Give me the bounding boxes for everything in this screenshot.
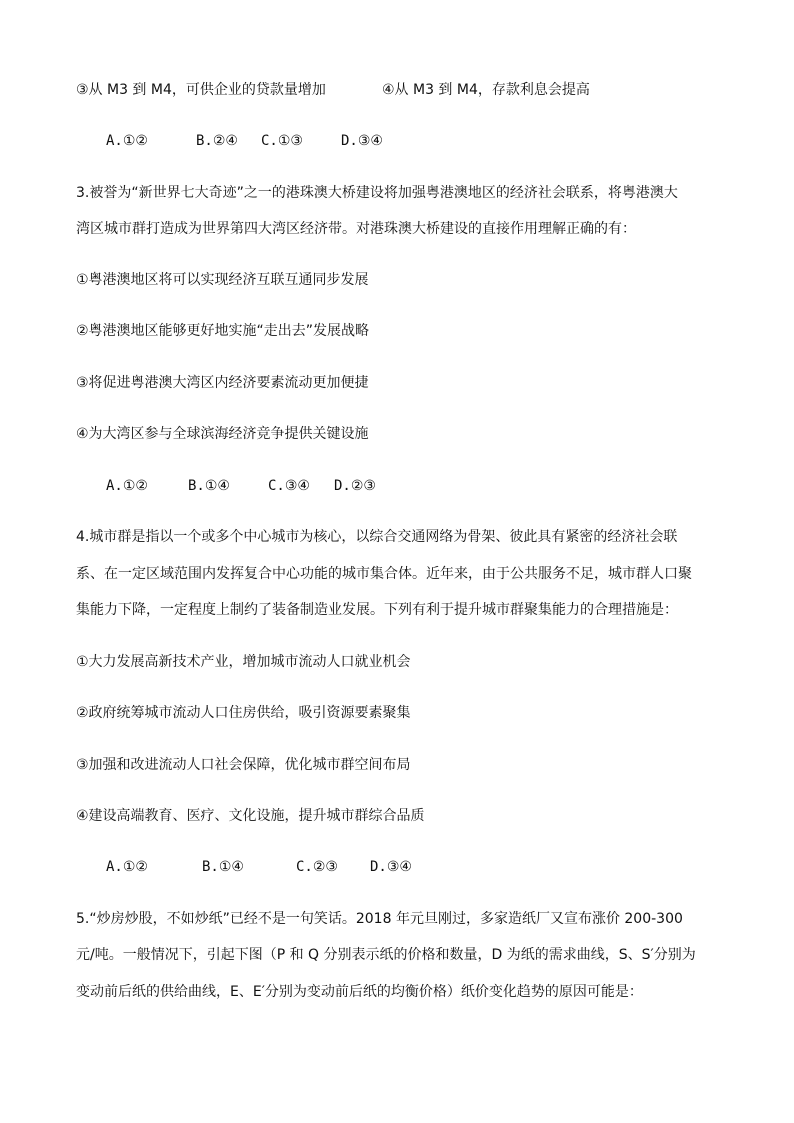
q2-option-d[interactable]: D.③④ [341, 133, 383, 149]
q4-item-3: ③加强和改进流动人口社会保障，优化城市群空间布局 [76, 757, 411, 773]
q4-item-4: ④建设高端教育、医疗、文化设施，提升城市群综合品质 [76, 808, 425, 824]
q3-item-1: ①粤港澳地区将可以实现经济互联互通同步发展 [76, 272, 369, 288]
q3-option-a[interactable]: A.①② [106, 478, 148, 494]
q3-option-d[interactable]: D.②③ [334, 478, 376, 494]
q5-stem-line-3: 变动前后纸的供给曲线，E、E′分别为变动前后纸的均衡价格）纸价变化趋势的原因可能是： [76, 984, 643, 1000]
q3-stem-line-2: 湾区城市群打造成为世界第四大湾区经济带。对港珠澳大桥建设的直接作用理解正确的有： [76, 221, 636, 237]
q4-item-2: ②政府统筹城市流动人口住房供给，吸引资源要素聚集 [76, 705, 411, 721]
q3-item-4: ④为大湾区参与全球滨海经济竞争提供关键设施 [76, 426, 369, 442]
q3-item-2: ②粤港澳地区能够更好地实施“走出去”发展战略 [76, 323, 370, 339]
q4-item-1: ①大力发展高新技术产业，增加城市流动人口就业机会 [76, 654, 411, 670]
q3-stem-line-1: 3.被誉为“新世界七大奇迹”之一的港珠澳大桥建设将加强粤港澳地区的经济社会联系，将粤港澳大 [76, 185, 678, 201]
q4-option-d[interactable]: D.③④ [370, 859, 412, 875]
q4-option-b[interactable]: B.①④ [202, 859, 244, 875]
q3-item-3: ③将促进粤港澳大湾区内经济要素流动更加便捷 [76, 375, 369, 391]
q5-stem-line-1: 5.“炒房炒股，不如炒纸”已经不是一句笑话。2018 年元旦刚过，多家造纸厂又宣布涨价 200-300 [76, 911, 683, 927]
q4-option-a[interactable]: A.①② [106, 859, 148, 875]
q5-stem-line-2: 元/吨。一般情况下，引起下图（P 和 Q 分别表示纸的价格和数量，D 为纸的需求曲线，S、S′分别为 [76, 947, 696, 963]
q2-option-b[interactable]: B.②④ [196, 133, 238, 149]
q2-option-a[interactable]: A.①② [106, 133, 148, 149]
q4-option-c[interactable]: C.②③ [296, 859, 338, 875]
q2-option-c[interactable]: C.①③ [261, 133, 303, 149]
q2-item-4: ④从 M3 到 M4，存款利息会提高 [382, 82, 590, 98]
q3-option-b[interactable]: B.①④ [188, 478, 230, 494]
q4-stem-line-2: 系、在一定区域范围内发挥复合中心功能的城市集合体。近年来，由于公共服务不足，城市群人口聚 [76, 566, 692, 582]
q4-stem-line-3: 集能力下降，一定程度上制约了装备制造业发展。下列有利于提升城市群聚集能力的合理措施是： [76, 602, 678, 618]
q2-item-3: ③从 M3 到 M4，可供企业的贷款量增加 [76, 82, 326, 98]
q4-stem-line-1: 4.城市群是指以一个或多个中心城市为核心，以综合交通网络为骨架、彼此具有紧密的经济社会联 [76, 529, 678, 545]
q3-option-c[interactable]: C.③④ [268, 478, 310, 494]
